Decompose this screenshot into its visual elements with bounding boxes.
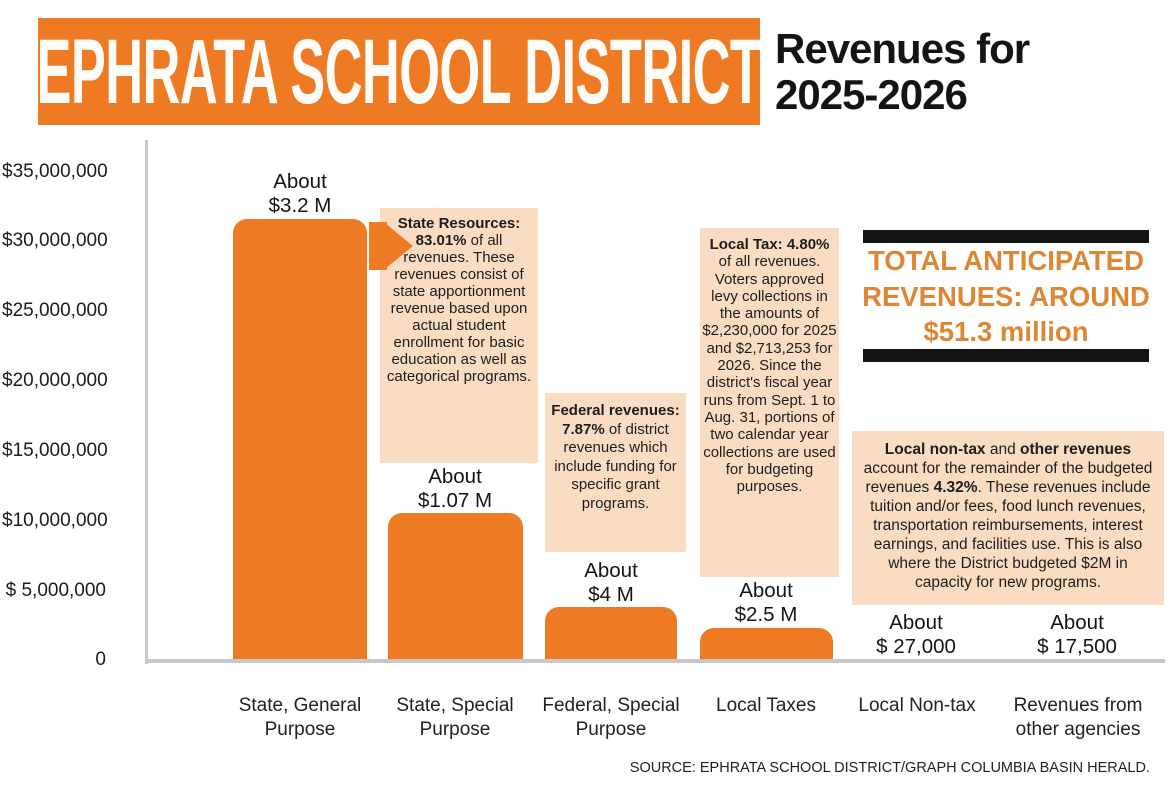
y-axis-line [145, 140, 148, 664]
bar-value-label-state-general [230, 170, 370, 217]
total-revenues-statement [853, 243, 1159, 350]
bar-state-general [233, 219, 367, 659]
callout-federal-revenues [545, 393, 686, 552]
bar-value-label-other-agencies [1007, 611, 1147, 658]
bar-value-amount: $ 27,000 [876, 634, 956, 658]
bar-value-about: About [1050, 611, 1104, 634]
callout-nontax-bold1: Local non-tax [884, 441, 986, 458]
bar-value-amount: $2.5 M [734, 602, 798, 626]
bar-federal-special [545, 607, 677, 659]
category-label-state-general: State, General Purpose [238, 695, 362, 740]
bar-value-about: About [584, 559, 638, 582]
y-axis-tick-35m: $35,000,000 [2, 161, 108, 182]
category-label-local-taxes: Local Taxes [716, 695, 816, 716]
callout-nontax-bold2: other revenues [1020, 441, 1132, 458]
district-banner [38, 18, 760, 125]
bar-value-about: About [428, 465, 482, 488]
source-credit: SOURCE: EPHRATA SCHOOL DISTRICT/GRAPH COLUMBIA BASIN HERALD. [629, 760, 1150, 776]
arrow-right-icon [364, 218, 416, 274]
y-axis-tick-30m: $30,000,000 [2, 230, 108, 251]
callout-local-tax [700, 228, 839, 577]
callout-local-tax-body: of all revenues. Voters approved levy collections in the amounts of $2,230,000 for 2025 and $2,713,253 for 2026. Since the district's fiscal year runs from Sept. 1 to Aug. 31, portions of two calendar year collections are used for budgeting purposes. [702, 253, 837, 496]
callout-local-tax-percent: 4.80% [786, 236, 830, 253]
category-label-other-agencies: Revenues from other agencies [1013, 695, 1143, 740]
page-title-line1: Revenues for [775, 25, 1030, 72]
callout-federal-heading: Federal revenues: [551, 402, 680, 419]
page-title-line2: 2025-2026 [775, 71, 967, 118]
total-revenues-top-rule [863, 230, 1149, 243]
callout-nontax-text2: account for the remainder of the budgeted revenues [863, 460, 1153, 496]
total-revenues-bottom-rule [863, 349, 1149, 362]
total-revenues-line2: REVENUES: AROUND [862, 280, 1150, 312]
callout-state-resources-heading: State Resources: [397, 215, 521, 232]
callout-state-resources-percent: 83.01% [415, 232, 467, 249]
bar-value-label-state-special [385, 465, 525, 512]
y-axis-tick-25m: $25,000,000 [2, 300, 108, 321]
page-title [775, 26, 1029, 118]
bar-value-about: About [739, 579, 793, 602]
callout-federal-percent: 7.87% [562, 420, 605, 438]
bar-value-label-local-taxes [696, 579, 836, 626]
bar-value-amount: $ 17,500 [1037, 634, 1117, 658]
bar-value-amount: $4 M [588, 582, 634, 606]
bar-local-taxes [700, 628, 833, 659]
callout-local-tax-heading: Local Tax: [709, 236, 783, 253]
bar-value-about: About [889, 611, 943, 634]
y-axis-tick-15m: $15,000,000 [2, 440, 108, 461]
total-revenues-line1: TOTAL ANTICIPATED [867, 245, 1144, 276]
y-axis-tick-5m: $ 5,000,000 [5, 580, 106, 601]
callout-nontax-text3: . These revenues include tuition and/or fees, food lunch revenues, transportation reimbursements, interest earnings, and facilities use. This is also where the District budgeted $2M in capacity for new programs. [870, 479, 1151, 591]
bar-value-label-federal-special [541, 559, 681, 606]
x-axis-line [145, 659, 1165, 663]
bar-state-special [388, 513, 523, 659]
callout-nontax-percent: 4.32% [933, 479, 978, 496]
category-label-state-special: State, Special Purpose [396, 695, 514, 740]
category-label-local-nontax: Local Non-tax [858, 695, 976, 716]
y-axis-tick-20m: $20,000,000 [2, 370, 108, 391]
callout-federal-body: of district revenues which include funding for specific grant programs. [554, 420, 677, 512]
bar-value-amount: $1.07 M [417, 488, 493, 512]
total-revenues-amount: $51.3 million [923, 316, 1089, 347]
bar-value-about: About [273, 170, 327, 193]
callout-state-resources-body: of all revenues. These revenues consist of state apportionment revenue based upon actual student enrollment for basic education as well as categorical programs. [386, 232, 532, 385]
y-axis-tick-0: 0 [95, 649, 106, 670]
callout-nontax-text1: and [985, 441, 1021, 458]
category-label-federal-special: Federal, Special Purpose [542, 695, 680, 740]
bar-value-label-local-nontax [846, 611, 986, 658]
y-axis-tick-10m: $10,000,000 [2, 510, 108, 531]
bar-value-amount: $3.2 M [268, 193, 332, 217]
callout-local-nontax [852, 431, 1164, 605]
district-banner-title: EPHRATA SCHOOL DISTRICT [36, 20, 762, 123]
